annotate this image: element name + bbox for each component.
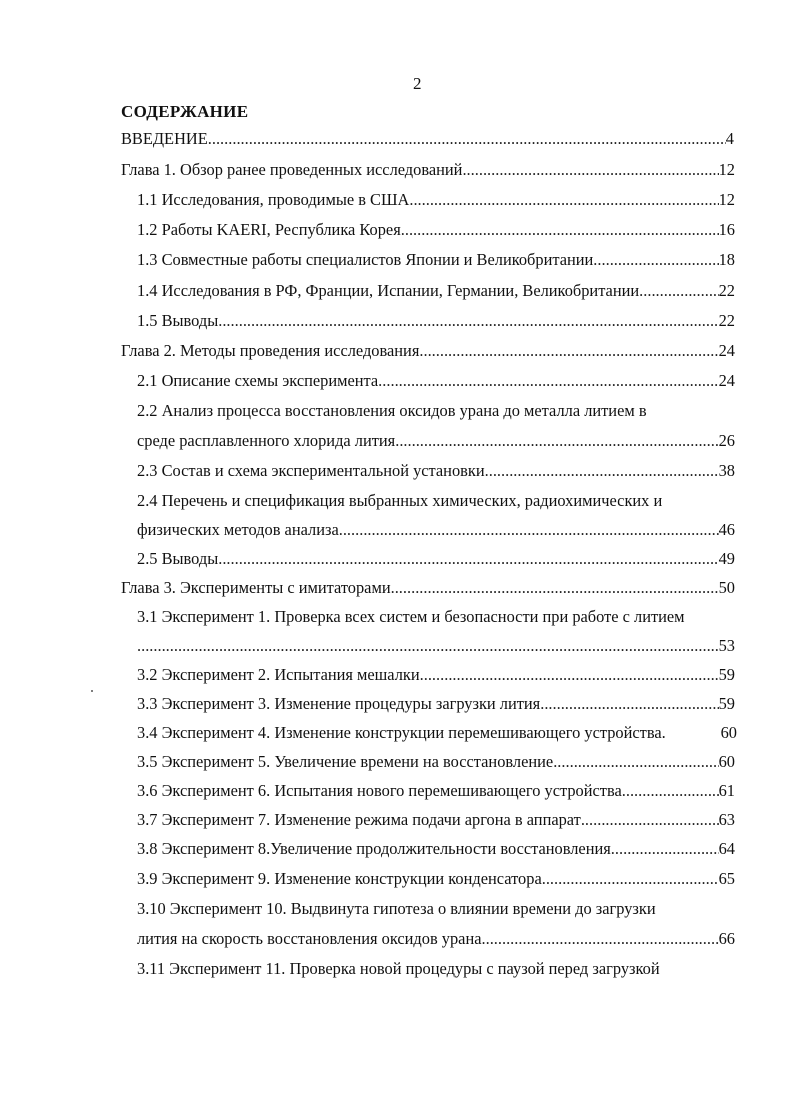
toc-entry-page: 26 — [718, 431, 735, 450]
toc-entry-page: 59 — [718, 665, 735, 684]
toc-leader-dots — [339, 520, 719, 540]
toc-entry-intro[interactable] — [121, 129, 734, 149]
toc-entry-label: 3.9 Эксперимент 9. Изменение конструкции конденсатора — [137, 869, 542, 888]
toc-entry-3-10-first-line[interactable]: 3.10 Эксперимент 10. Выдвинута гипотеза о влиянии времени до загрузки — [137, 899, 656, 918]
toc-leader-dots — [542, 869, 719, 889]
toc-entry-label: 1.4 Исследования в РФ, Франции, Испании, Германии, Великобритании — [137, 281, 640, 300]
toc-leader-dots — [462, 160, 718, 180]
toc-entry-page: 64 — [718, 839, 735, 858]
toc-entry-label: Глава 1. Обзор ранее проведенных исследований — [121, 160, 463, 179]
toc-entry-1-2[interactable] — [137, 220, 735, 240]
toc-entry-3-4[interactable] — [137, 723, 737, 743]
toc-entry-page: 59 — [718, 694, 735, 713]
toc-entry-page: 12 — [718, 160, 735, 179]
toc-entry-label: Глава 2. Методы проведения исследования — [121, 341, 420, 360]
toc-entry-3-1[interactable] — [137, 636, 735, 656]
toc-leader-dots — [540, 694, 718, 714]
toc-entry-page: 46 — [718, 520, 735, 539]
toc-entry-2-3[interactable] — [137, 461, 735, 481]
toc-entry-page: 12 — [718, 190, 735, 209]
toc-entry-3-8[interactable] — [137, 839, 735, 859]
toc-entry-page: 49 — [718, 549, 735, 568]
toc-entry-2-1[interactable] — [137, 371, 735, 391]
toc-entry-2-4[interactable] — [137, 520, 735, 540]
toc-leader-dots — [419, 341, 718, 361]
toc-entry-1-1[interactable] — [137, 190, 735, 210]
toc-entry-3-1-first-line[interactable]: 3.1 Эксперимент 1. Проверка всех систем и безопасности при работе с литием — [137, 607, 685, 626]
toc-entry-3-10[interactable] — [137, 929, 735, 949]
toc-entry-label: 3.8 Эксперимент 8.Увеличение продолжительности восстановления — [137, 839, 611, 858]
toc-entry-2-5[interactable] — [137, 549, 735, 569]
toc-entry-1-5[interactable] — [137, 311, 735, 331]
toc-entry-label: 3.4 Эксперимент 4. Изменение конструкции перемешивающего устройства. — [137, 723, 666, 742]
toc-leader-dots — [218, 549, 718, 569]
toc-entry-label: ВВЕДЕНИЕ — [121, 129, 208, 148]
toc-entry-chapter-2[interactable] — [121, 341, 735, 361]
toc-entry-page: 53 — [718, 636, 735, 655]
toc-entry-page: 63 — [718, 810, 735, 829]
toc-entry-page: 16 — [718, 220, 735, 239]
toc-entry-2-2[interactable] — [137, 431, 735, 451]
toc-entry-label: лития на скорость восстановления оксидов урана — [137, 929, 482, 948]
toc-leader-dots — [218, 311, 718, 331]
toc-leader-dots — [593, 250, 718, 270]
toc-leader-dots — [378, 371, 718, 391]
toc-entry-page: 50 — [718, 578, 735, 597]
toc-entry-page: 4 — [725, 129, 734, 148]
toc-entry-3-6[interactable] — [137, 781, 735, 801]
toc-entry-label: 3.2 Эксперимент 2. Испытания мешалки — [137, 665, 420, 684]
toc-entry-page: 24 — [718, 371, 735, 390]
toc-entry-label: 2.3 Состав и схема экспериментальной установки — [137, 461, 485, 480]
toc-leader-dots — [208, 129, 726, 149]
toc-leader-dots — [391, 578, 719, 598]
toc-leader-dots — [553, 752, 718, 772]
toc-leader-dots — [395, 431, 718, 451]
toc-entry-page: 60 — [718, 752, 735, 771]
toc-entry-page: 24 — [718, 341, 735, 360]
toc-leader-dots — [581, 810, 719, 830]
toc-entry-label: 2.1 Описание схемы эксперимента — [137, 371, 379, 390]
toc-entry-3-9[interactable] — [137, 869, 735, 889]
page-number: 2 — [413, 74, 422, 93]
toc-entry-label: 1.5 Выводы — [137, 311, 219, 330]
toc-entry-page: 22 — [718, 311, 735, 330]
toc-leader-dots — [622, 781, 719, 801]
toc-entry-page: 61 — [718, 781, 735, 800]
toc-entry-chapter-3[interactable] — [121, 578, 735, 598]
toc-entry-page: 65 — [718, 869, 735, 888]
toc-entry-chapter-1[interactable] — [121, 160, 735, 180]
toc-entry-3-7[interactable] — [137, 810, 735, 830]
toc-entry-3-11-first-line[interactable]: 3.11 Эксперимент 11. Проверка новой процедуры с паузой перед загрузкой — [137, 959, 660, 978]
toc-leader-dots — [482, 929, 719, 949]
toc-entry-label: 1.1 Исследования, проводимые в США — [137, 190, 410, 209]
toc-entry-3-3[interactable] — [137, 694, 735, 714]
toc-leader-dots — [409, 190, 718, 210]
toc-entry-page: 66 — [718, 929, 735, 948]
toc-leader-dots — [137, 636, 719, 656]
scan-speck — [91, 690, 93, 692]
toc-entry-page: 60 — [720, 723, 737, 742]
toc-entry-label: среде расплавленного хлорида лития — [137, 431, 396, 450]
toc-entry-3-5[interactable] — [137, 752, 735, 772]
toc-entry-page: 18 — [718, 250, 735, 269]
toc-entry-label: Глава 3. Эксперименты с имитаторами — [121, 578, 391, 597]
toc-entry-page: 22 — [718, 281, 735, 300]
toc-entry-2-4-first-line[interactable]: 2.4 Перечень и спецификация выбранных химических, радиохимических и — [137, 491, 663, 510]
toc-entry-page: 38 — [718, 461, 735, 480]
toc-leader-dots — [401, 220, 719, 240]
toc-entry-label: 1.3 Совместные работы специалистов Японии и Великобритании — [137, 250, 594, 269]
toc-entry-1-3[interactable] — [137, 250, 735, 270]
toc-entry-label: 2.5 Выводы — [137, 549, 219, 568]
toc-entry-label: 1.2 Работы KAERI, Республика Корея — [137, 220, 401, 239]
toc-title: СОДЕРЖАНИЕ — [121, 102, 249, 121]
toc-entry-2-2-first-line[interactable]: 2.2 Анализ процесса восстановления оксидов урана до металла литием в — [137, 401, 647, 420]
toc-leader-dots — [485, 461, 719, 481]
toc-entry-label: 3.7 Эксперимент 7. Изменение режима подачи аргона в аппарат — [137, 810, 581, 829]
toc-entry-label: 3.6 Эксперимент 6. Испытания нового перемешивающего устройства — [137, 781, 622, 800]
toc-leader-dots — [611, 839, 719, 859]
toc-entry-label: 3.3 Эксперимент 3. Изменение процедуры загрузки лития — [137, 694, 541, 713]
toc-leader-dots — [639, 281, 718, 301]
toc-entry-1-4[interactable] — [137, 281, 735, 301]
toc-entry-label: 3.5 Эксперимент 5. Увеличение времени на восстановление — [137, 752, 554, 771]
toc-leader-dots — [420, 665, 719, 685]
toc-entry-label: физических методов анализа — [137, 520, 339, 539]
toc-entry-3-2[interactable] — [137, 665, 735, 685]
